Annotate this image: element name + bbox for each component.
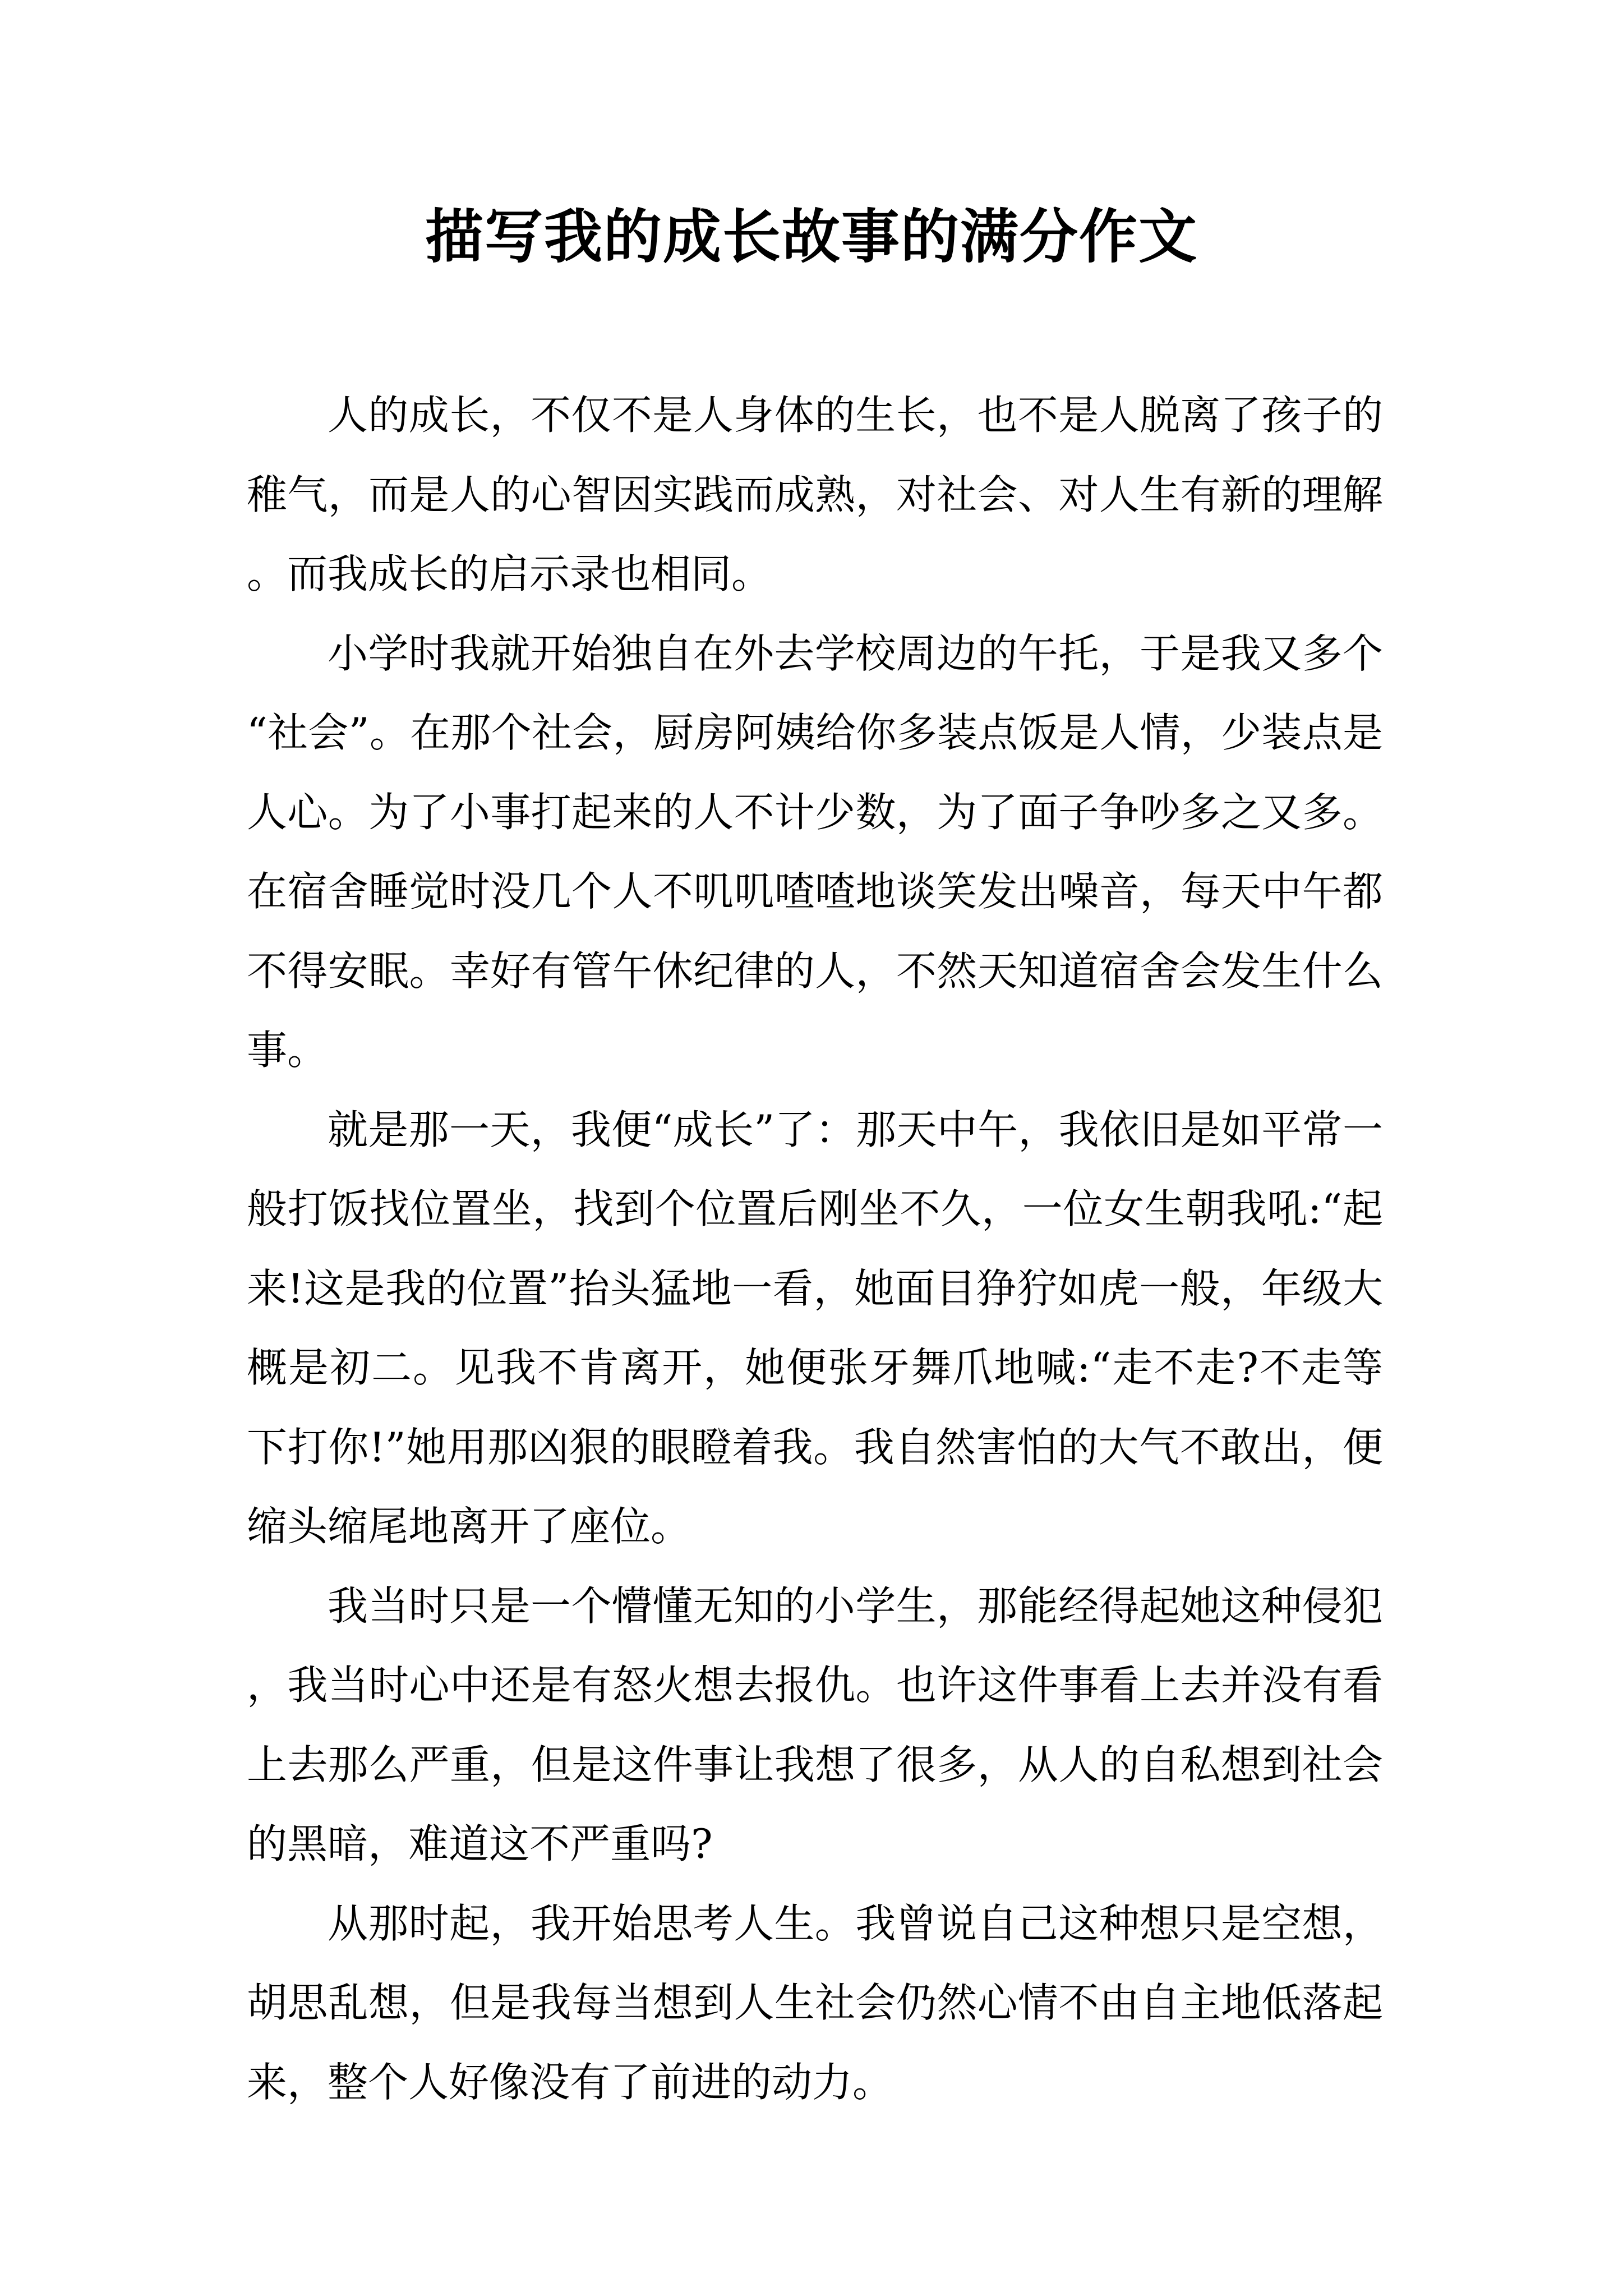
paragraph: 从那时起，我开始思考人生。我曾说自己这种想只是空想，胡思乱想，但是我每当想到人生社会仍然心情不由自主地低落起来，整个人好像没有了前进的动力。 bbox=[247, 1899, 1383, 2106]
paragraph: 人的成长，不仅不是人身体的生长，也不是人脱离了孩子的稚气，而是人的心智因实践而成熟，对社会、对人生有新的理解。而我成长的启示录也相同。 bbox=[247, 392, 1383, 597]
paragraph: 小学时我就开始独自在外去学校周边的午托，于是我又多个“社会”。在那个社会，厨房阿姨给你多装点饭是人情，少装点是人心。为了小事打起来的人不计少数，为了面子争吵多之又多。在宿舍睡觉时没几个人不叽叽喳喳地谈笑发出噪音，每天中午都不得安眠。幸好有管午休纪律的人，不然天知道宿舍会发生什么事。 bbox=[247, 629, 1383, 1074]
paragraph: 我当时只是一个懵懂无知的小学生，那能经得起她这种侵犯，我当时心中还是有怒火想去报仇。也许这件事看上去并没有看上去那么严重，但是这件事让我想了很多，从人的自私想到社会的黑暗，难道这不严重吗? bbox=[247, 1582, 1383, 1867]
document-body bbox=[247, 376, 1383, 2122]
paragraph: 就是那一天，我便“成长”了：那天中午，我依旧是如平常一般打饭找位置坐，找到个位置后刚坐不久，一位女生朝我吼:“起来!这是我的位置”抬头猛地一看，她面目狰狞如虎一般，年级大概是初二。见我不肯离开，她便张牙舞爪地喊:“走不走?不走等下打你!”她用那凶狠的眼瞪着我。我自然害怕的大气不敢出，便缩头缩尾地离开了座位。 bbox=[247, 1106, 1383, 1550]
document-title: 描写我的成长故事的满分作文 bbox=[425, 202, 1198, 271]
